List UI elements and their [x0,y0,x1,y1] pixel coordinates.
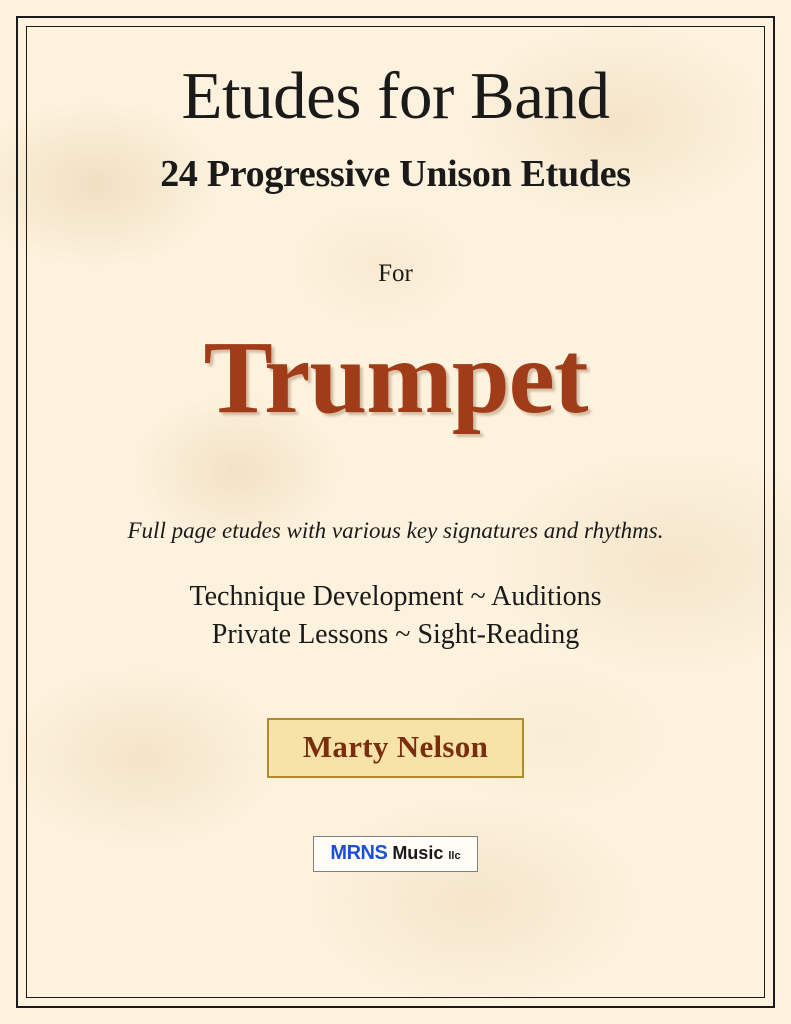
publisher-suffix-text: llc [448,849,461,862]
page-title: Etudes for Band [181,59,610,133]
publisher-mark-text: MRNS [330,841,388,864]
author-box [267,718,524,778]
publisher-word-text: Music [392,842,444,863]
author-name: Marty Nelson [302,728,489,764]
uses-line-2: Private Lessons ~ Sight-Reading [211,619,580,651]
cover-content [36,36,755,988]
page-subtitle: 24 Progressive Unison Etudes [160,153,631,196]
cover-tagline: Full page etudes with various key signatures and rhythms. [127,518,664,544]
for-label: For [378,260,413,288]
cover-uses [189,578,601,654]
uses-line-1: Technique Development ~ Auditions [189,581,602,613]
publisher-logo [313,836,477,872]
instrument-name: Trumpet [203,320,588,436]
